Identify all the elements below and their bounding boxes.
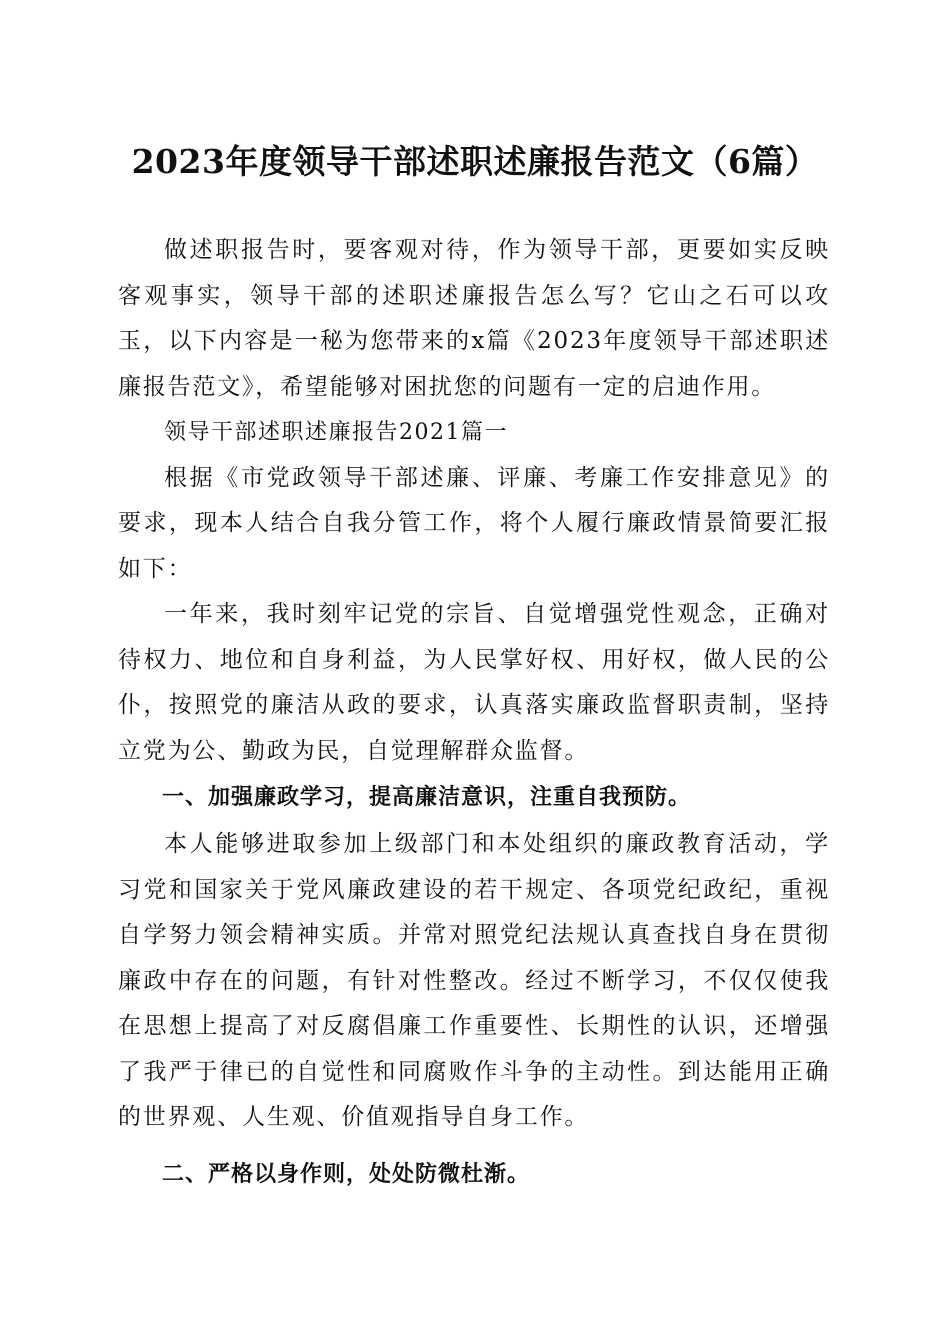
document-title: 2023年度领导干部述职述廉报告范文（6篇）: [131, 142, 819, 181]
heading-1: 一、加强廉政学习，提高廉洁意识，注重自我预防。: [162, 785, 692, 810]
section-title: 领导干部述职述廉报告2021篇一: [164, 420, 508, 445]
intro-paragraph: 做述职报告时，要客观对待，作为领导干部，更要如实反映客观事实，领导干部的述职述廉报告怎么写？它山之石可以攻玉，以下内容是一秘为您带来的x篇《2023年度领导干部述职述廉报告范文》，希望能够对困扰您的问题有一定的启迪作用。: [118, 237, 830, 400]
paragraph-1: 根据《市党政领导干部述廉、评廉、考廉工作安排意见》的要求，现本人结合自我分管工作，将个人履行廉政情景简要汇报如下：: [118, 464, 830, 582]
paragraph-3: 本人能够进取参加上级部门和本处组织的廉政教育活动，学习党和国家关于党风廉政建设的若干规定、各项党纪政纪，重视自学努力领会精神实质。并常对照党纪法规认真查找自身在贯彻廉政中存在的问题，有针对性整改。经过不断学习，不仅仅使我在思想上提高了对反腐倡廉工作重要性、长期性的认识，还增强了我严于律已的自觉性和同腐败作斗争的主动性。到达能用正确的世界观、人生观、价值观指导自身工作。: [118, 831, 830, 1130]
paragraph-2: 一年来，我时刻牢记党的宗旨、自觉增强党性观念，正确对待权力、地位和自身利益，为人民掌好权、用好权，做人民的公仆，按照党的廉洁从政的要求，认真落实廉政监督职责制，坚持立党为公、勤政为民，自觉理解群众监督。: [118, 601, 830, 764]
heading-2: 二、严格以身作则，处处防微杜渐。: [162, 1161, 531, 1187]
document-body: [118, 228, 830, 1199]
